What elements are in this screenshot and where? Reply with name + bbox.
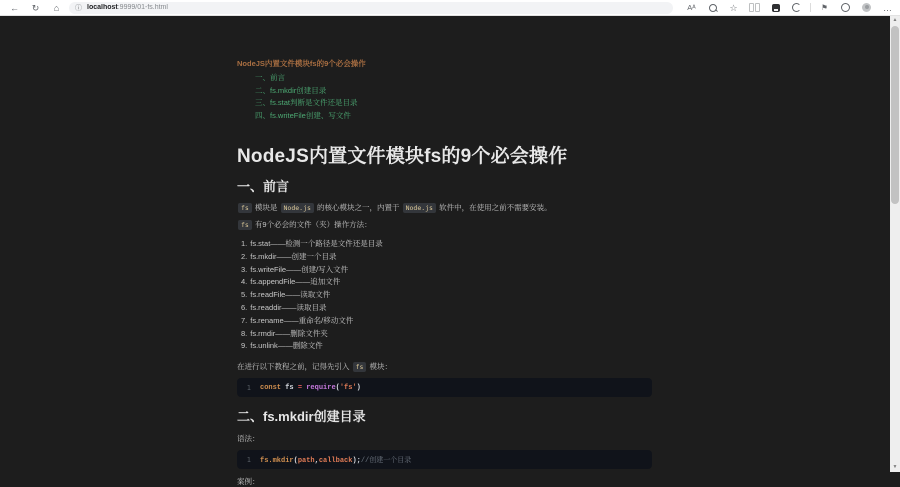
list-item-label: fs.appendFile——追加文件 xyxy=(250,277,341,287)
address-bar[interactable] xyxy=(69,2,673,14)
back-button[interactable]: ← xyxy=(10,2,19,13)
code-token: ( xyxy=(335,383,340,392)
toc-item xyxy=(255,110,652,123)
text-segment: 的核心模块之一，内置于 xyxy=(314,203,402,212)
list-item xyxy=(241,276,652,289)
url-text xyxy=(87,4,168,11)
list-item-number: 1. xyxy=(241,239,248,248)
list-item-number: 6. xyxy=(241,302,248,312)
extension-icon[interactable] xyxy=(765,0,786,16)
text-segment: 模块： xyxy=(367,362,393,372)
scrollbar-thumb[interactable] xyxy=(891,26,899,204)
scrollbar-up-arrow[interactable]: ▲ xyxy=(892,17,898,23)
page-viewport xyxy=(0,16,900,487)
intro-paragraph-1 xyxy=(237,203,652,213)
intro-paragraph-3 xyxy=(237,362,652,372)
inline-code: Node.js xyxy=(281,203,314,213)
toc-item xyxy=(255,85,652,98)
code-token: = xyxy=(297,383,307,392)
code-token: const xyxy=(260,383,286,392)
list-item xyxy=(241,302,652,315)
toc xyxy=(237,16,652,122)
inline-code: fs xyxy=(353,362,367,372)
browser-toolbar xyxy=(0,0,900,16)
toc-link[interactable]: fs.mkdir创建目录 xyxy=(270,85,327,95)
code-line xyxy=(260,455,411,465)
list-item-number: 5. xyxy=(241,290,248,300)
favorites-icon[interactable]: ☆ xyxy=(729,2,738,13)
toc-link[interactable]: fs.writeFile创建、写文件 xyxy=(270,110,351,120)
line-number: 1 xyxy=(246,383,251,392)
extension-square-shape xyxy=(772,4,780,12)
magnifier-shape xyxy=(709,4,717,12)
list-item-number: 9. xyxy=(241,341,248,351)
more-menu-button[interactable]: … xyxy=(883,2,892,13)
text-segment: 有9个必会的文件（夹）操作方法： xyxy=(252,220,372,229)
code-token: ( xyxy=(293,456,298,465)
toolbar-separator xyxy=(810,3,811,12)
list-item xyxy=(241,315,652,328)
code-token: callback xyxy=(318,456,353,465)
list-item-number: 3. xyxy=(241,264,248,274)
zoom-icon[interactable] xyxy=(702,0,723,16)
line-number: 1 xyxy=(246,455,251,464)
code-token: ) xyxy=(356,383,361,392)
code-token: fs.mkdir xyxy=(260,456,294,465)
avatar-shape xyxy=(862,3,871,12)
ring-gap-shape xyxy=(792,3,801,12)
inline-code: fs xyxy=(238,203,252,213)
list-item xyxy=(241,340,652,353)
list-item xyxy=(241,251,652,264)
page-title: NodeJS内置文件模块fs的9个必会操作 xyxy=(237,146,568,167)
list-item-number: 2. xyxy=(241,251,248,261)
section-heading-intro: 一、前言 xyxy=(237,179,290,194)
copilot-icon[interactable] xyxy=(835,0,856,16)
article xyxy=(237,16,652,487)
toc-item-marker: 一、 xyxy=(255,73,270,82)
list-item-label: fs.writeFile——创建/写入文件 xyxy=(250,264,349,274)
list-item-number: 7. xyxy=(241,315,248,325)
list-item-label: fs.readdir——读取目录 xyxy=(250,302,327,312)
list-item xyxy=(241,264,652,277)
toc-link[interactable]: 前言 xyxy=(270,73,285,82)
flag-icon[interactable]: ⚑ xyxy=(821,2,828,12)
split-screen-shape xyxy=(749,3,760,12)
code-line xyxy=(260,384,361,392)
text-segment: 软件中，在使用之前不需要安装。 xyxy=(436,203,552,212)
list-item-label: fs.mkdir——创建一个目录 xyxy=(250,251,337,261)
ring-shape xyxy=(841,3,850,12)
inline-code: fs xyxy=(238,220,252,230)
toc-item-marker: 二、 xyxy=(255,85,270,95)
scrollbar-down-arrow[interactable]: ▼ xyxy=(892,464,898,470)
toc-list xyxy=(237,72,652,122)
toc-title: NodeJS内置文件模块fs的9个必会操作 xyxy=(237,59,366,68)
code-token: , xyxy=(314,456,319,465)
site-info-icon[interactable]: ⓘ xyxy=(75,4,82,12)
list-item-label: fs.rmdir——删除文件夹 xyxy=(250,328,328,338)
toc-item-marker: 三、 xyxy=(255,98,270,107)
text-segment: 模块是 xyxy=(252,203,280,212)
steps-list xyxy=(237,238,652,353)
browser-essentials-icon[interactable] xyxy=(786,0,807,16)
profile-avatar[interactable] xyxy=(856,0,877,16)
text-segment: 在进行以下教程之前，记得先引入 xyxy=(237,362,352,372)
list-item-number: 8. xyxy=(241,328,248,338)
syntax-label: 语法： xyxy=(237,434,260,444)
code-token: fs xyxy=(285,383,298,392)
read-aloud-icon[interactable]: Aᴬ xyxy=(687,2,696,12)
refresh-button[interactable]: ↻ xyxy=(31,2,40,13)
list-item xyxy=(241,289,652,302)
list-item-label: fs.rename——重命名/移动文件 xyxy=(250,315,354,325)
split-screen-icon[interactable] xyxy=(744,0,765,16)
toc-link[interactable]: fs.stat判断是文件还是目录 xyxy=(270,98,358,107)
inline-code: Node.js xyxy=(403,203,436,213)
intro-paragraph-2 xyxy=(237,220,652,230)
code-block-mkdir xyxy=(237,450,652,469)
toc-item xyxy=(255,72,652,85)
code-token: //创建一个目录 xyxy=(360,456,412,465)
code-token: require xyxy=(306,383,336,392)
list-item xyxy=(241,328,652,341)
code-token: path xyxy=(297,456,315,465)
code-block-require xyxy=(237,378,652,397)
case-label: 案例： xyxy=(237,477,260,487)
scrollbar[interactable] xyxy=(890,16,900,472)
list-item-label: fs.readFile——读取文件 xyxy=(250,290,331,300)
home-button[interactable]: ⌂ xyxy=(53,2,60,13)
toc-item-marker: 四、 xyxy=(255,110,270,120)
code-token: 'fs' xyxy=(339,383,357,392)
toc-item xyxy=(255,97,652,110)
list-item-number: 4. xyxy=(241,277,248,287)
toolbar-right-icons xyxy=(681,0,898,16)
url-host: localhost xyxy=(87,4,118,11)
list-item xyxy=(241,238,652,251)
list-item-label: fs.unlink——删除文件 xyxy=(250,341,323,351)
url-path: :9999/01-fs.html xyxy=(117,4,168,11)
code-token: ); xyxy=(352,456,361,465)
list-item-label: fs.stat——检测一个路径是文件还是目录 xyxy=(250,239,383,248)
section-heading-mkdir: 二、fs.mkdir创建目录 xyxy=(237,409,366,425)
